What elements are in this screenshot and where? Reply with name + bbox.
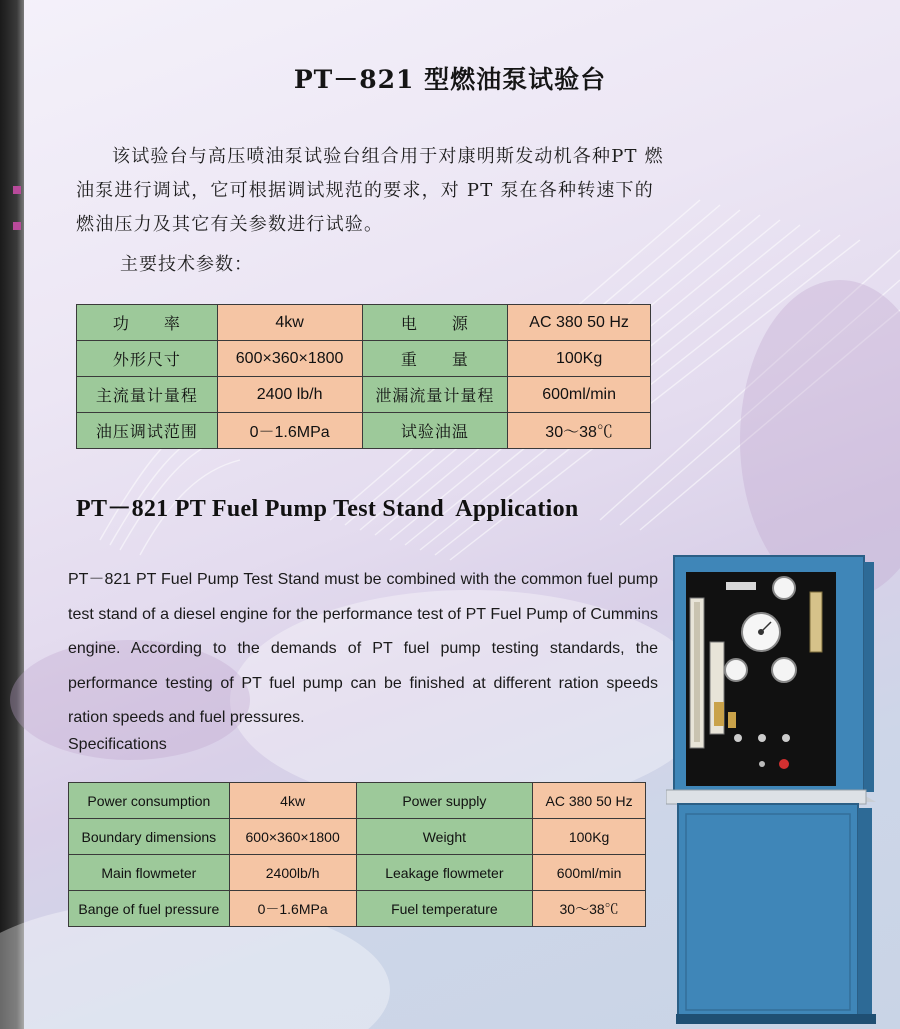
spec-value: 100Kg bbox=[533, 819, 646, 855]
spec-value: 100Kg bbox=[508, 341, 651, 377]
chinese-specs-label: 主要技术参数： bbox=[120, 254, 253, 275]
spec-value: 600×360×1800 bbox=[229, 819, 356, 855]
table-row bbox=[69, 819, 646, 855]
english-spec-table bbox=[68, 782, 646, 927]
spec-value: AC 380 50 Hz bbox=[508, 305, 651, 341]
spec-label: 电 源 bbox=[362, 305, 508, 341]
table-row bbox=[77, 377, 651, 413]
table-row bbox=[69, 855, 646, 891]
spec-value: 600×360×1800 bbox=[217, 341, 362, 377]
table-row bbox=[77, 413, 651, 449]
spec-value: 30～38℃ bbox=[533, 891, 646, 927]
spec-label: Weight bbox=[356, 819, 533, 855]
spec-label: Leakage flowmeter bbox=[356, 855, 533, 891]
spec-value: 600ml/min bbox=[508, 377, 651, 413]
spec-value: 30～38℃ bbox=[508, 413, 651, 449]
spec-label: Boundary dimensions bbox=[69, 819, 230, 855]
english-specs-label: Specifications bbox=[68, 736, 167, 753]
spec-label: 功 率 bbox=[77, 305, 218, 341]
spec-value: 2400lb/h bbox=[229, 855, 356, 891]
english-intro-paragraph: PT－821 PT Fuel Pump Test Stand must be combined with the common fuel pump test stand of a diesel engine for the performance test of PT Fuel Pump of Cummins engine. According to the demands of PT fuel pump testing standards, the performance testing of PT fuel pump can be finished at different ration speeds ration speeds and fuel pressures. bbox=[68, 571, 658, 726]
table-row bbox=[69, 891, 646, 927]
chinese-intro-paragraph: 该试验台与高压喷油泵试验台组合用于对康明斯发动机各种PT 燃油泵进行调试，它可根据调试规范的要求，对 PT 泵在各种转速下的燃油压力及其它有关参数进行试验。 bbox=[76, 146, 664, 235]
table-row bbox=[77, 305, 651, 341]
spec-value: 2400 lb/h bbox=[217, 377, 362, 413]
spec-value: 4kw bbox=[217, 305, 362, 341]
spec-label: 重 量 bbox=[362, 341, 508, 377]
spec-label: Power consumption bbox=[69, 783, 230, 819]
spec-value: 600ml/min bbox=[533, 855, 646, 891]
page-binding-edge bbox=[0, 0, 24, 1029]
spec-value: 0－1.6MPa bbox=[229, 891, 356, 927]
english-title: PT－821 PT Fuel Pump Test Stand Application bbox=[76, 496, 579, 522]
spec-label: 泄漏流量计量程 bbox=[362, 377, 508, 413]
spec-label: Bange of fuel pressure bbox=[69, 891, 230, 927]
spec-label: 主流量计量程 bbox=[77, 377, 218, 413]
binding-mark bbox=[13, 222, 21, 230]
spec-label: 外形尺寸 bbox=[77, 341, 218, 377]
spec-value: 0－1.6MPa bbox=[217, 413, 362, 449]
spec-label: Fuel temperature bbox=[356, 891, 533, 927]
spec-value: 4kw bbox=[229, 783, 356, 819]
chinese-spec-table bbox=[76, 304, 651, 449]
spec-label: 油压调试范围 bbox=[77, 413, 218, 449]
test-stand-photo bbox=[666, 552, 900, 1029]
spec-label: Main flowmeter bbox=[69, 855, 230, 891]
spec-label: Power supply bbox=[356, 783, 533, 819]
binding-mark bbox=[13, 186, 21, 194]
spec-label: 试验油温 bbox=[362, 413, 508, 449]
spec-value: AC 380 50 Hz bbox=[533, 783, 646, 819]
chinese-title: PT－821 型燃油泵试验台 bbox=[293, 65, 607, 94]
table-row bbox=[77, 341, 651, 377]
table-row bbox=[69, 783, 646, 819]
